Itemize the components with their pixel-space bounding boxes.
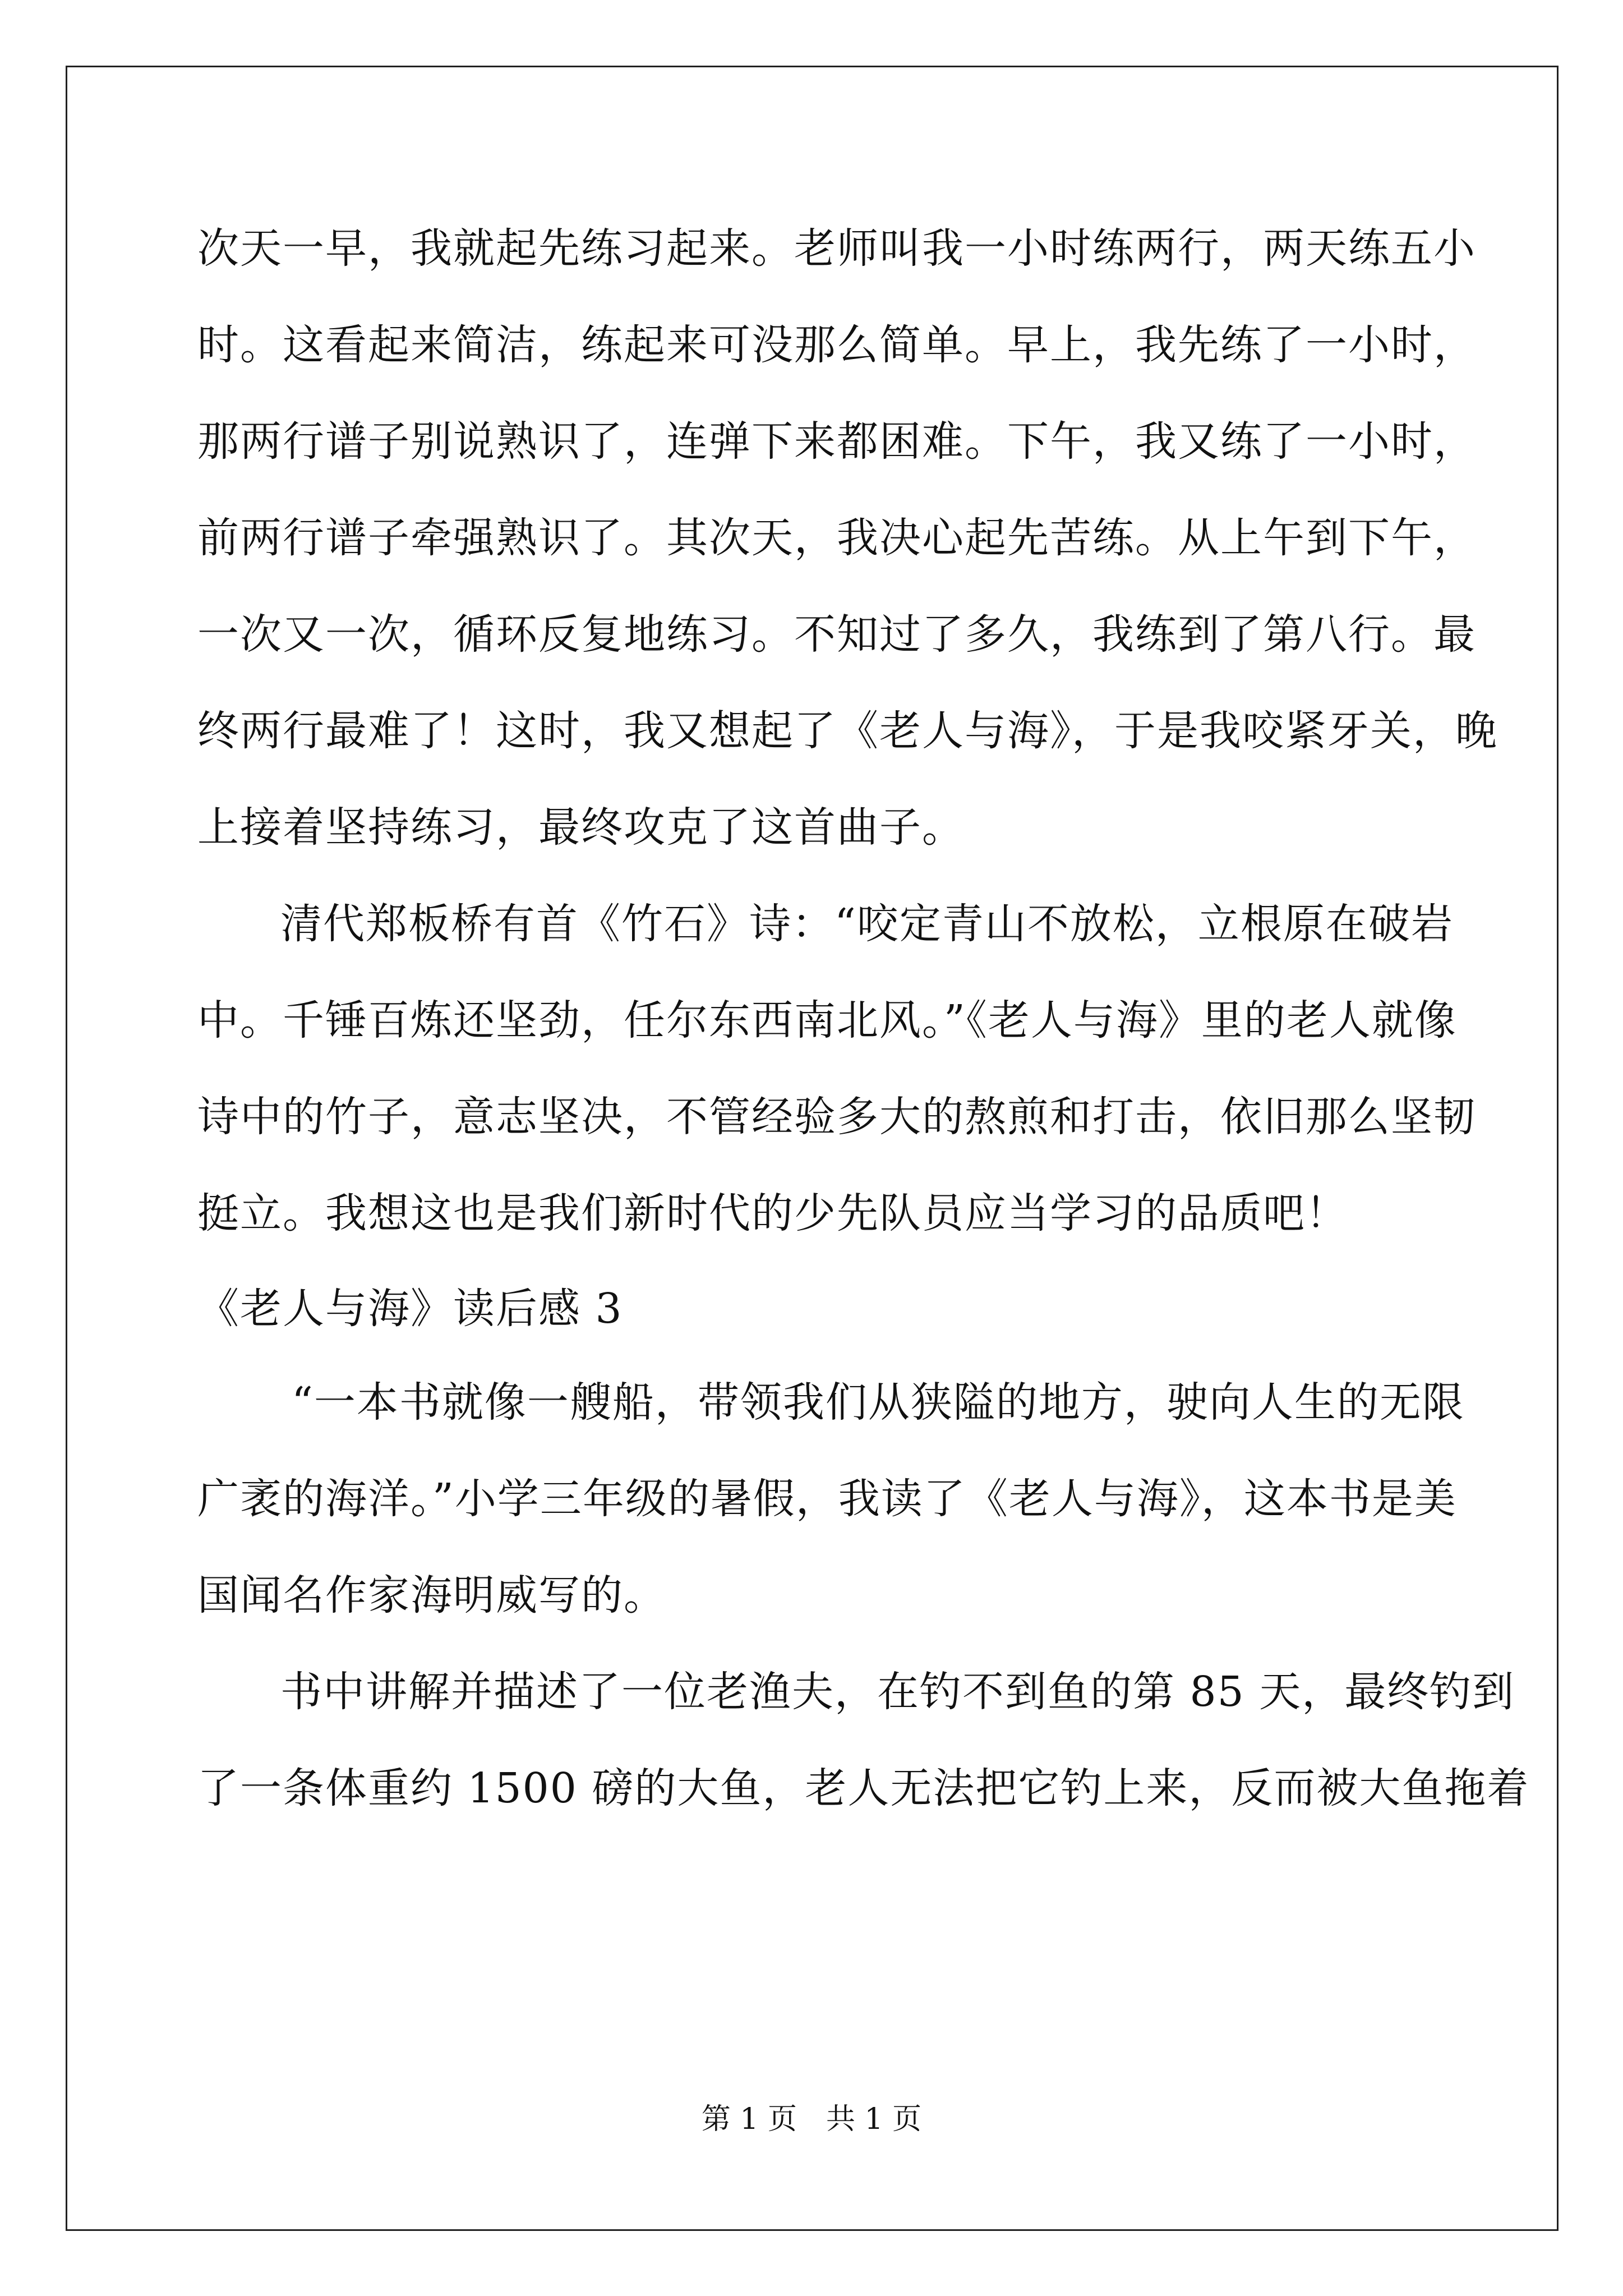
body-text-line: 了一条体重约 1500 磅的大鱼，老人无法把它钓上来，反而被大鱼拖着 — [197, 1764, 1530, 1812]
body-text-line: 书中讲解并描述了一位老渔夫，在钓不到鱼的第 85 天，最终钓到 — [280, 1668, 1515, 1716]
body-text-line: 次天一早，我就起先练习起来。老师叫我一小时练两行，两天练五小 — [197, 224, 1476, 273]
body-text-line: 一次又一次，循环反复地练习。不知过了多久，我练到了第八行。最 — [197, 610, 1476, 659]
body-text-line: 清代郑板桥有首《竹石》诗：“咬定青山不放松，立根原在破岩 — [280, 900, 1454, 948]
section-heading: 《老人与海》读后感 3 — [197, 1285, 623, 1333]
body-text-line: 诗中的竹子，意志坚决，不管经验多大的熬煎和打击，依旧那么坚韧 — [197, 1093, 1476, 1141]
body-text-line: 中。千锤百炼还坚劲，任尔东西南北风。”《老人与海》里的老人就像 — [197, 996, 1457, 1045]
body-text-line: 国闻名作家海明威写的。 — [197, 1571, 666, 1619]
page-footer: 第 1 页 共 1 页 — [701, 2102, 922, 2136]
body-text-line: 那两行谱子别说熟识了，连弹下来都困难。下午，我又练了一小时， — [197, 417, 1476, 466]
body-text-line: 时。这看起来简洁，练起来可没那么简单。早上，我先练了一小时， — [197, 321, 1476, 369]
body-text-line: 上接着坚持练习，最终攻克了这首曲子。 — [197, 803, 965, 852]
body-text-line: 挺立。我想这也是我们新时代的少先队员应当学习的品质吧！ — [197, 1189, 1348, 1237]
body-text-line: 广袤的海洋。”小学三年级的暑假，我读了《老人与海》，这本书是美 — [197, 1475, 1457, 1523]
body-text-line: “一本书就像一艘船，带领我们从狭隘的地方，驶向人生的无限 — [292, 1378, 1465, 1427]
body-text-line: 终两行最难了！这时，我又想起了《老人与海》，于是我咬紧牙关，晚 — [197, 707, 1498, 755]
page-border — [66, 66, 1559, 2231]
body-text-line: 前两行谱子牵强熟识了。其次天，我决心起先苦练。从上午到下午， — [197, 514, 1476, 562]
